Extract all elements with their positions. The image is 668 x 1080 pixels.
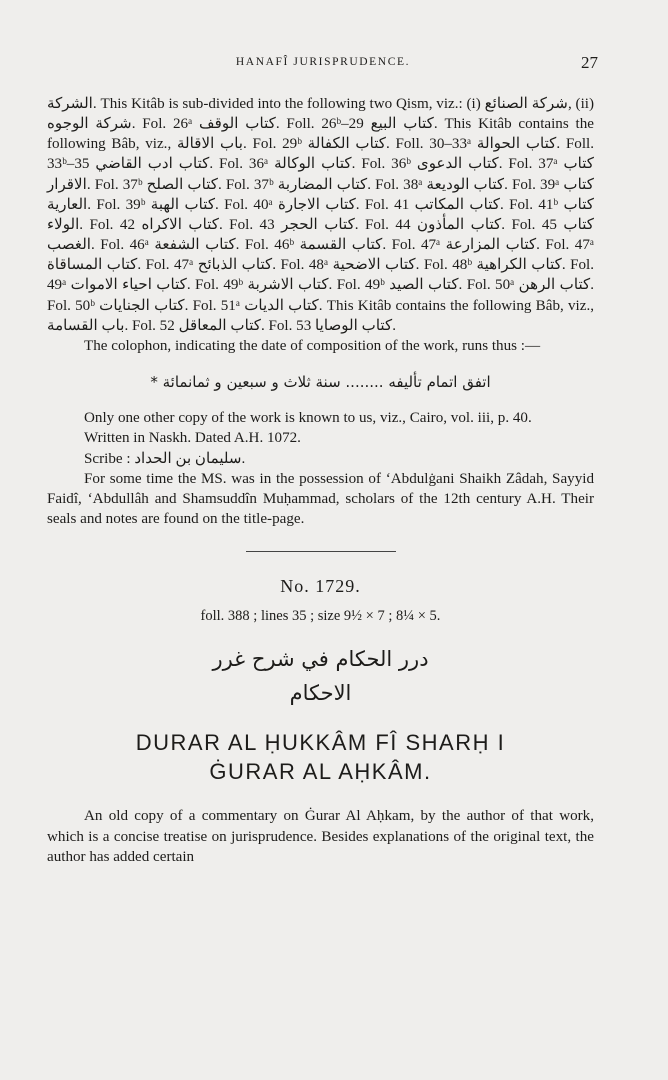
entry-meta: foll. 388 ; lines 35 ; size 9½ × 7 ; 8¼ × 5.: [200, 608, 441, 625]
entry-title: [47, 728, 594, 786]
running-head: HANAFÎ JURISPRUDENCE.: [235, 56, 411, 68]
paragraph-colophon-intro: The colophon, indicating the date of composition of the work, runs thus :—: [84, 337, 541, 354]
paragraph-provenance: For some time the MS. was in the possession of ‘Abdulġani Shaikh Zâdah, Sayyid Faidî, ‘Abdullâh and Shamsuddîn Muḥammad, scholars of the 12th century A.H. Their seals and notes are found on the title-page.: [47, 470, 594, 527]
paragraph-contents-list: الشركة. This Kitâb is sub-divided into the following two Qism, viz.: (i) شركة الصنائع, (ii) شركة الوجوه. Fol. 26ᵃ كتاب الوقف. Foll. 26ᵇ–29 كتاب البيع. This Kitâb contains the following Bâb, viz., باب الاقالة. Fol. 29ᵇ كتاب الكفالة. Foll. 30–33ᵃ كتاب الحوالة. Foll. 33ᵇ–35 كتاب ادب القاضي. Fol. 36ᵃ كتاب الوكالة. Fol. 36ᵇ كتاب الدعوى. Fol. 37ᵃ كتاب الاقرار. Fol. 37ᵇ كتاب الصلح. Fol. 37ᵇ كتاب المضاربة. Fol. 38ᵃ كتاب الوديعة. Fol. 39ᵃ كتاب العارية. Fol. 39ᵇ كتاب الهبة. Fol. 40ᵃ كتاب الاجارة. Fol. 41 كتاب المكاتب. Fol. 41ᵇ كتاب الولاء. Fol. 42 كتاب الاكراه. Fol. 43 كتاب الحجر. Fol. 44 كتاب المأذون. Fol. 45 كتاب الغصب. Fol. 46ᵃ كتاب الشفعة. Fol. 46ᵇ كتاب القسمة. Fol. 47ᵃ كتاب المزارعة. Fol. 47ᵃ كتاب المساقاة. Fol. 47ᵃ كتاب الذبائح. Fol. 48ᵃ كتاب الاضحية. Fol. 48ᵇ كتاب الكراهية. Fol. 49ᵃ كتاب احياء الاموات. Fol. 49ᵇ كتاب الاشربة. Fol. 49ᵇ كتاب الصيد. Fol. 50ᵃ كتاب الرهن. Fol. 50ᵇ كتاب الجنايات. Fol. 51ᵃ كتاب الديات. This Kitâb contains the following Bâb, viz., باب القسامة. Fol. 52 كتاب المعاقل. Fol. 53 كتاب الوصايا.: [47, 96, 595, 334]
colophon-arabic: اتفق اتمام تأليفه ........ سنة ثلاث و سبعين و ثمانمائة *: [150, 373, 491, 392]
paragraph-scribe: Scribe : سليمان بن الحداد.: [84, 450, 246, 467]
entry-title-line-2: ĠURAR AL AḤKÂM.: [209, 759, 432, 785]
page-body: [47, 94, 594, 867]
page-header: [48, 53, 598, 78]
section-divider: [246, 551, 396, 552]
paragraph-script: Written in Naskh. Dated A.H. 1072.: [84, 430, 301, 447]
paragraph-entry-intro: An old copy of a commentary on Ġurar Al Aḥkam, by the author of that work, which is a concise treatise on jurisprudence. Besides explanations of the original text, the author has added certain: [47, 808, 594, 865]
entry-number: No. 1729.: [280, 576, 361, 597]
arabic-title: [47, 642, 594, 710]
entry-title-line-1: DURAR AL ḤUKKÂM FÎ SHARḤ I: [135, 730, 506, 756]
paragraph-other-copy: Only one other copy of the work is known to us, viz., Cairo, vol. iii, p. 40.: [84, 410, 532, 427]
arabic-title-line-1: درر الحكام في شرح غرر: [212, 647, 429, 672]
page-number: 27: [581, 53, 598, 72]
arabic-title-line-2: الاحكام: [289, 681, 352, 706]
